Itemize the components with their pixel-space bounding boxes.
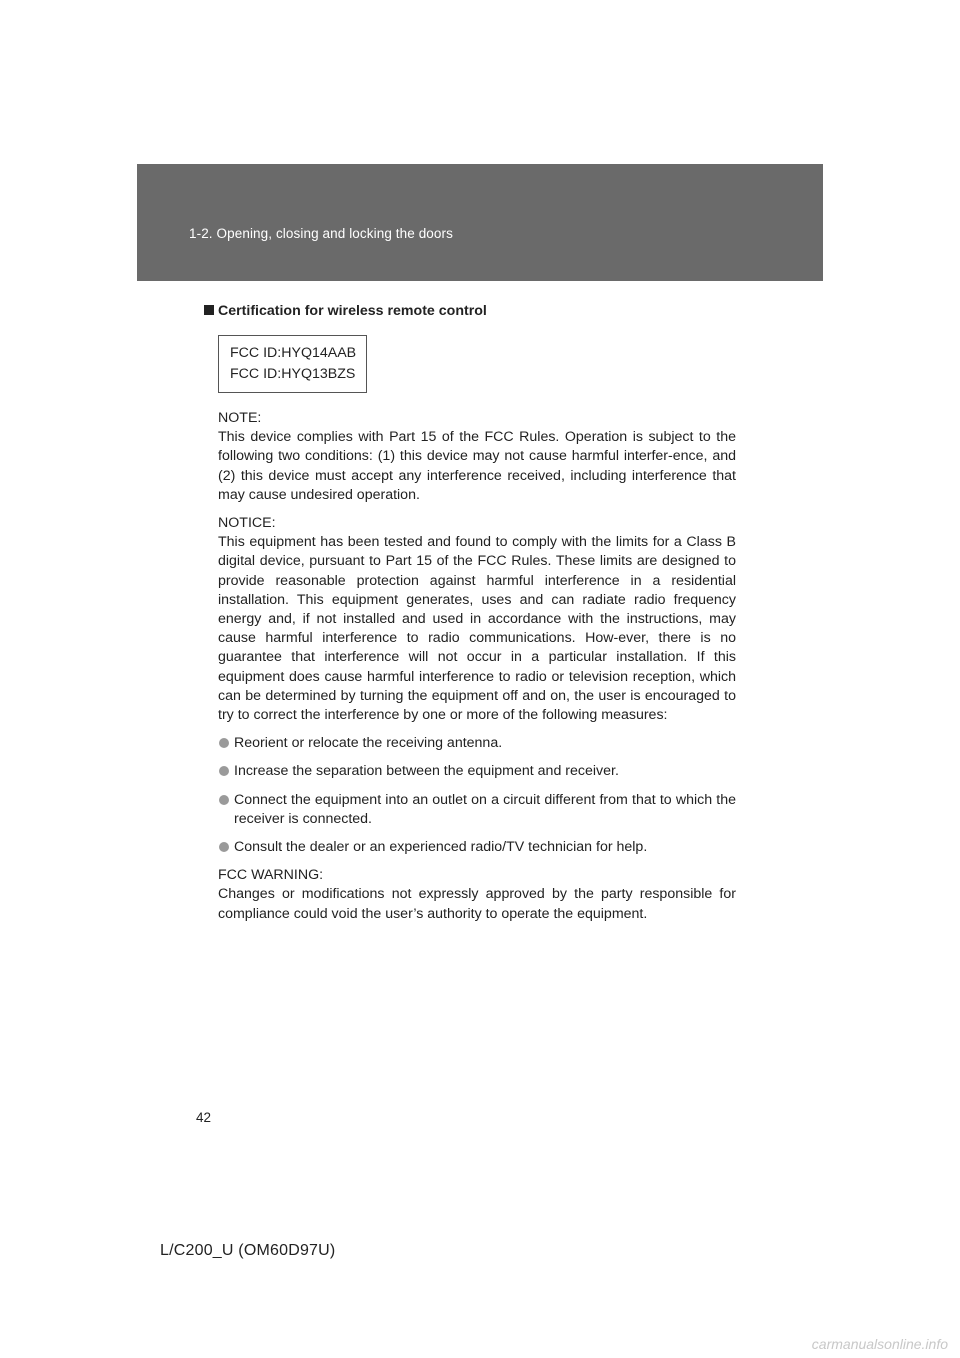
bullet-dot-icon bbox=[219, 795, 229, 805]
header-band bbox=[137, 164, 823, 281]
square-bullet-icon bbox=[204, 305, 214, 315]
watermark-text: carmanualsonline.info bbox=[811, 1336, 948, 1352]
note-paragraph bbox=[218, 409, 736, 505]
notice-paragraph bbox=[218, 514, 736, 725]
fcc-id-box bbox=[218, 335, 367, 393]
notice-label: NOTICE: bbox=[218, 515, 276, 532]
list-item-text: Reorient or relocate the receiving antenna. bbox=[234, 735, 503, 752]
page-content bbox=[218, 302, 736, 933]
list-item bbox=[218, 734, 736, 753]
fcc-id-line: FCC ID:HYQ14AAB bbox=[230, 345, 357, 361]
notice-text: This equipment has been tested and found to comply with the limits for a Class B digital device, pursuant to Part 15 of the FCC Rules. These limits are designed to provide reasonable protection against harmful interference in a residential installation. This equipment generates, uses and can radiate radio frequency energy and, if not installed and used in accordance with the instructions, may cause harmful interference to radio communications. How-ever, there is no guarantee that interference will not occur in a particular installation. If this equipment does cause harmful interference to radio or television reception, which can be determined by turning the equipment off and on, the user is encouraged to try to correct the interference by one or more of the following measures: bbox=[218, 534, 736, 724]
warning-text: Changes or modifications not expressly approved by the party responsible for compliance could void the user’s authority to operate the equipment. bbox=[218, 886, 736, 922]
note-text: This device complies with Part 15 of the FCC Rules. Operation is subject to the following two conditions: (1) this device may not cause harmful interfer-ence, and (2) this device must accept any interference received, including interference that may cause undesired operation. bbox=[218, 429, 736, 503]
list-item bbox=[218, 838, 736, 857]
heading-text: Certification for wireless remote control bbox=[218, 303, 487, 319]
document-code: L/C200_U (OM60D97U) bbox=[160, 1242, 336, 1259]
bullet-dot-icon bbox=[219, 738, 229, 748]
warning-label: FCC WARNING: bbox=[218, 867, 324, 884]
section-heading bbox=[204, 302, 722, 321]
bullet-dot-icon bbox=[219, 766, 229, 776]
fcc-id-line: FCC ID:HYQ13BZS bbox=[230, 366, 356, 382]
list-item bbox=[218, 791, 736, 829]
warning-paragraph bbox=[218, 866, 736, 924]
note-label: NOTE: bbox=[218, 410, 262, 426]
list-item bbox=[218, 762, 736, 781]
list-item-text: Connect the equipment into an outlet on a circuit different from that to which the receiver is connected. bbox=[234, 791, 736, 827]
bullet-dot-icon bbox=[219, 842, 229, 852]
list-item-text: Consult the dealer or an experienced radio/TV technician for help. bbox=[234, 839, 648, 856]
list-item-text: Increase the separation between the equipment and receiver. bbox=[234, 763, 619, 780]
section-title: 1-2. Opening, closing and locking the doors bbox=[189, 226, 453, 241]
page-number: 42 bbox=[196, 1110, 212, 1125]
